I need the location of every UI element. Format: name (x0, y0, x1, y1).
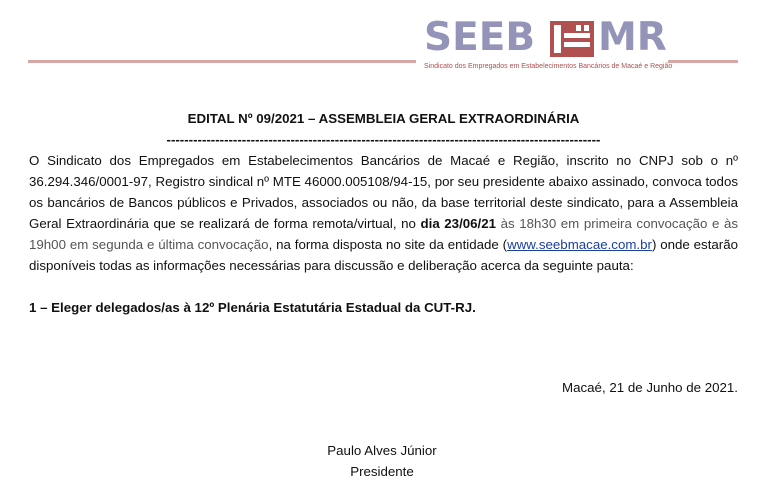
place-date: Macaé, 21 de Junho de 2021. (562, 380, 738, 395)
paragraph-text-1: O Sindicato dos Empregados em Estabelecimentos Bancários de Macaé e Região, inscrito no CNPJ sob o nº 36.294.346/0001-97, Registro sindical nº MTE 46000.005108/94-15, por seu presidente abaixo assinado, convoca todos os bancários de Bancos públicos e Privados, associados ou não, da base territorial deste sindicato, para a Assembleia Geral Extraordinária que se realizará de forma remota/virtual, no (29, 153, 738, 231)
header-rule-left (28, 60, 416, 63)
logo-subtitle: Sindicato dos Empregados em Estabelecimentos Bancários de Macaé e Região (424, 63, 673, 70)
convocation-paragraph (29, 150, 738, 276)
meeting-times: às 18h30 em primeira convocação e às 19h00 em segunda e última convocação (29, 216, 738, 252)
bank-building-icon (550, 21, 594, 57)
paragraph-text-4: ) onde estarão disponíveis todas as informações necessárias para discussão e deliberação acerca da seguinte pauta: (29, 237, 738, 273)
separator-line: -------------------------------------------------------------------------------------------------- (166, 132, 601, 147)
header-rule-right (668, 60, 738, 63)
edital-document (29, 108, 738, 318)
signatory-name: Paulo Alves Júnior (327, 443, 437, 458)
website-link[interactable]: www.seebmacae.com.br (507, 237, 652, 252)
logo-text-mr: MR (598, 15, 667, 60)
paragraph-text-3: , na forma disposta no site da entidade ( (268, 237, 508, 252)
logo-text-seeb: SEEB (424, 15, 536, 60)
meeting-date: dia 23/06/21 (420, 216, 497, 231)
edital-title: EDITAL Nº 09/2021 – ASSEMBLEIA GERAL EXTRAORDINÁRIA (187, 111, 580, 126)
agenda-item: 1 – Eleger delegados/as à 12º Plenária Estatutária Estadual da CUT-RJ. (29, 300, 476, 315)
seeb-mr-logo (424, 15, 673, 76)
signatory-role: Presidente (350, 464, 414, 479)
